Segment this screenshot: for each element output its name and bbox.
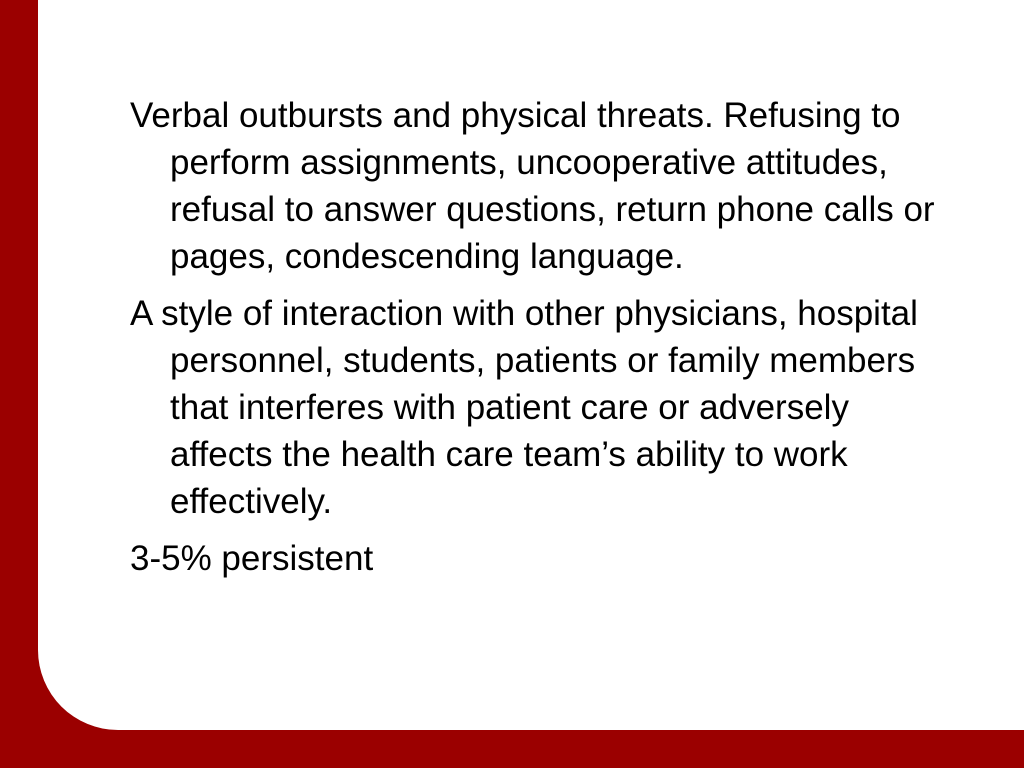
bullet-item: Verbal outbursts and physical threats. Refusing to perform assignments, uncooperative attitudes, refusal to answer questions, return phone calls or pages, condescending language. [130, 96, 935, 276]
bullet-item: 3-5% persistent [130, 539, 374, 578]
bullet-list [130, 92, 950, 592]
bullet-item: A style of interaction with other physicians, hospital personnel, students, patients or family members that interferes with patient care or adversely affects the health care team’s ability to work effectively. [130, 294, 918, 521]
